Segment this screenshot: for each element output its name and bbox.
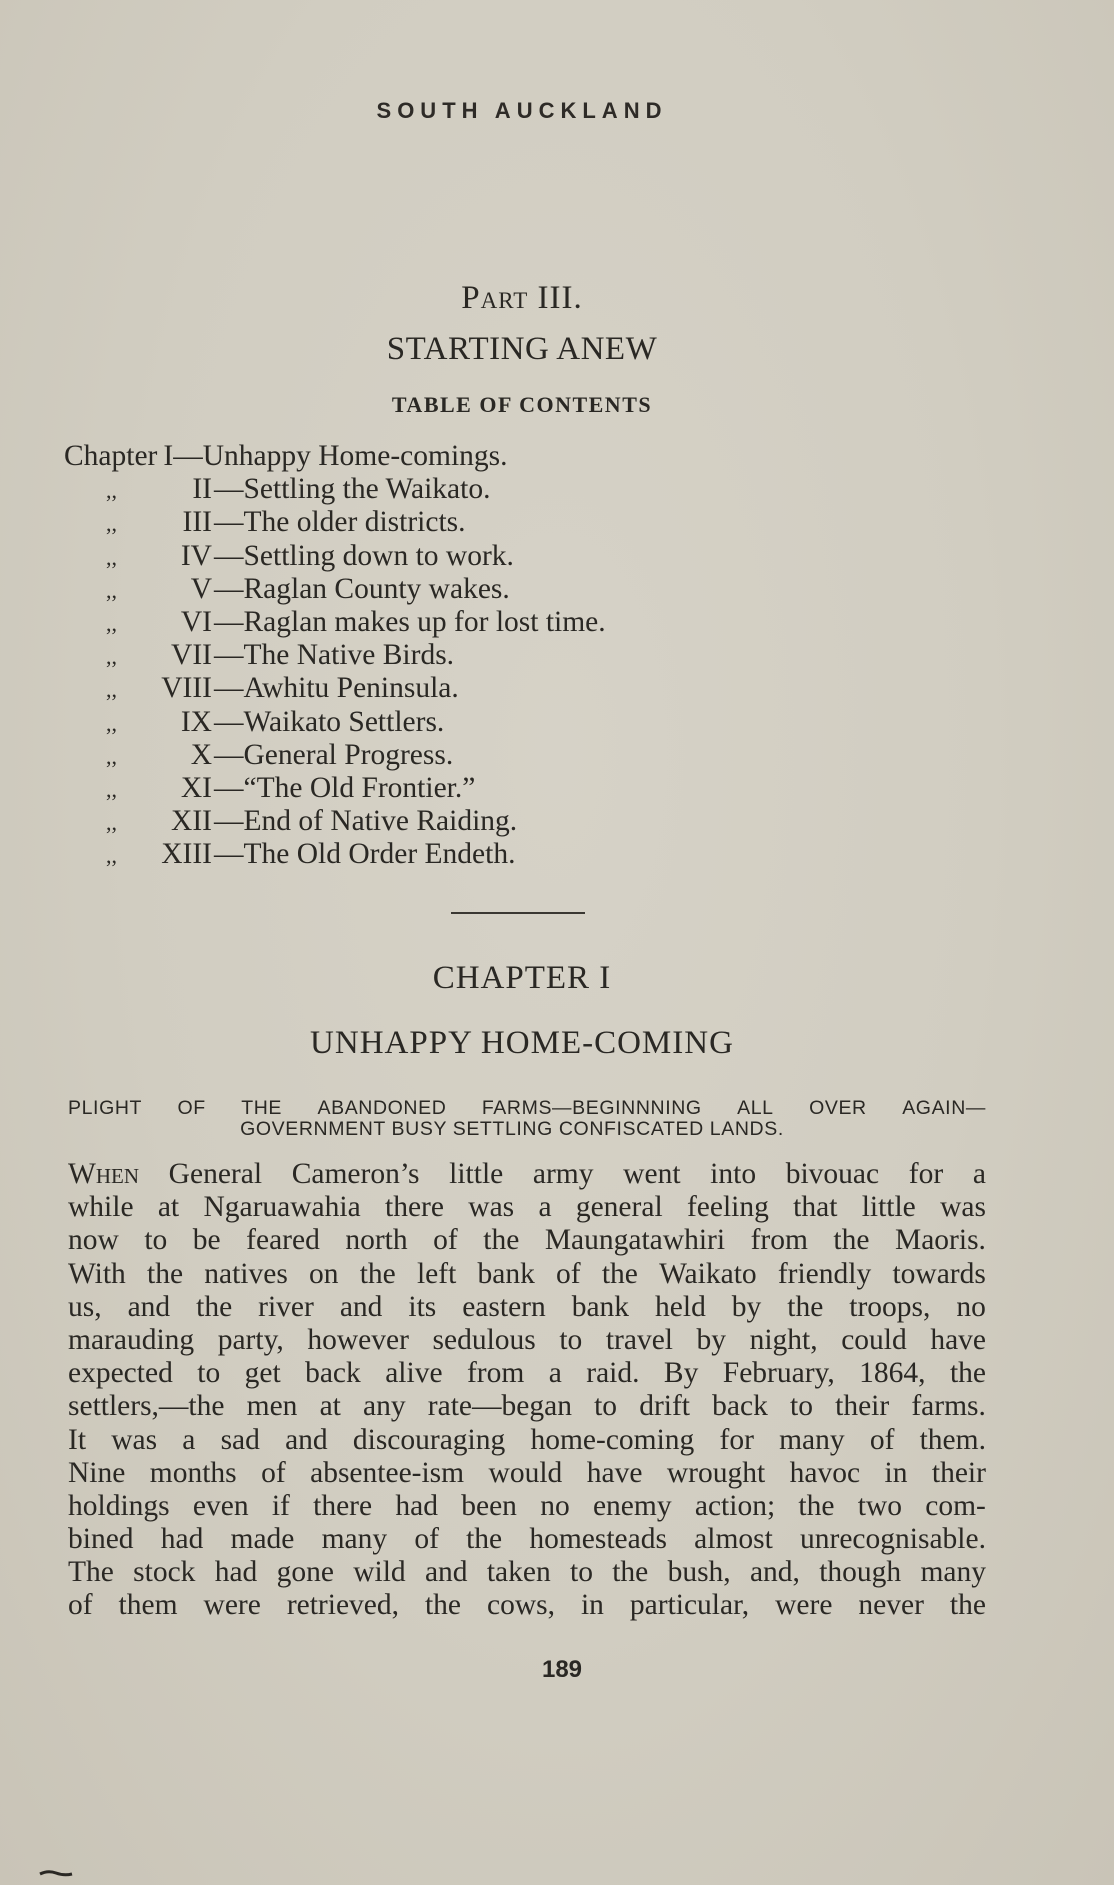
toc-entry bbox=[64, 440, 764, 473]
body-line: marauding party, however sedulous to travel by night, could have bbox=[68, 1323, 986, 1356]
synopsis-word: THE bbox=[241, 1097, 283, 1119]
toc-chapter-number: V bbox=[190, 572, 212, 605]
opening-word: When bbox=[68, 1158, 140, 1190]
body-line: It was a sad and discouraging home-coming for many of them. bbox=[68, 1423, 986, 1456]
toc-chapter-title: —Raglan County wakes. bbox=[214, 572, 510, 605]
synopsis-line-1 bbox=[68, 1098, 986, 1119]
toc-entry bbox=[64, 805, 764, 838]
toc-heading: TABLE OF CONTENTS bbox=[391, 392, 653, 417]
body-text bbox=[68, 1158, 986, 1623]
section-divider bbox=[451, 912, 585, 914]
toc-entry bbox=[64, 739, 764, 772]
synopsis-word: ABANDONED bbox=[317, 1097, 447, 1119]
toc-chapter-title: —Waikato Settlers. bbox=[214, 705, 445, 738]
body-line: Nine months of absentee-ism would have wrought havoc in their bbox=[68, 1456, 986, 1489]
toc-ditto-mark: ,, bbox=[106, 478, 117, 504]
body-line: while at Ngaruawahia there was a general feeling that little was bbox=[68, 1191, 986, 1224]
part-title: STARTING ANEW bbox=[386, 331, 658, 367]
body-line: us, and the river and its eastern bank held by the troops, no bbox=[68, 1290, 986, 1323]
synopsis-word: ALL bbox=[737, 1097, 774, 1119]
toc-ditto-mark: ,, bbox=[106, 743, 117, 769]
toc-ditto-mark: ,, bbox=[106, 610, 117, 636]
part-label-text: Part III. bbox=[461, 280, 583, 316]
body-line: holdings even if there had been no enemy action; the two com- bbox=[68, 1489, 986, 1522]
toc-chapter-number: XI bbox=[180, 771, 212, 804]
chapter-synopsis bbox=[68, 1098, 986, 1140]
toc-entry bbox=[64, 540, 764, 573]
toc-chapter-title: —Settling down to work. bbox=[214, 539, 514, 572]
toc-chapter-number: VIII bbox=[161, 672, 212, 705]
toc-ditto-mark: ,, bbox=[106, 710, 117, 736]
body-line: settlers,—the men at any rate—began to drift back to their farms. bbox=[68, 1390, 986, 1423]
synopsis-word: PLIGHT bbox=[68, 1097, 143, 1119]
synopsis-word: AGAIN— bbox=[902, 1097, 986, 1119]
synopsis-word: OVER bbox=[809, 1097, 867, 1119]
toc-ditto-mark: ,, bbox=[106, 843, 117, 869]
toc-chapter-title: —The Native Birds. bbox=[214, 639, 455, 672]
body-line: bined had made many of the homesteads almost unrecognisable. bbox=[68, 1523, 986, 1556]
paper-speck bbox=[38, 1868, 78, 1878]
toc-chapter-number: X bbox=[190, 738, 212, 771]
toc-chapter-number: I bbox=[163, 440, 174, 472]
toc-chapter-title: —The Old Order Endeth. bbox=[214, 838, 516, 871]
toc-chapter-title: —“The Old Frontier.” bbox=[214, 771, 476, 804]
toc-entry bbox=[64, 506, 764, 539]
body-line: When General Cameron’s little army went into bivouac for a bbox=[68, 1158, 986, 1190]
toc-entry bbox=[64, 573, 764, 606]
toc-chapter-number: III bbox=[182, 506, 212, 539]
toc-chapter-title: —End of Native Raiding. bbox=[214, 805, 518, 838]
running-head: SOUTH AUCKLAND bbox=[376, 98, 668, 123]
toc-chapter-number: II bbox=[192, 473, 212, 506]
body-line: With the natives on the left bank of the Waikato friendly towards bbox=[68, 1257, 986, 1290]
table-of-contents bbox=[64, 440, 764, 871]
toc-ditto-mark: ,, bbox=[106, 810, 117, 836]
synopsis-line-2: GOVERNMENT BUSY SETTLING CONFISCATED LANDS. bbox=[240, 1118, 784, 1140]
body-line: The stock had gone wild and taken to the bush, and, though many bbox=[68, 1556, 986, 1589]
toc-entry bbox=[64, 473, 764, 506]
toc-entry bbox=[64, 639, 764, 672]
toc-entry bbox=[64, 706, 764, 739]
toc-entry bbox=[64, 772, 764, 805]
toc-chapter-title: —Raglan makes up for lost time. bbox=[214, 605, 606, 638]
page-number: 189 bbox=[541, 1656, 583, 1683]
chapter-title: UNHAPPY HOME-COMING bbox=[310, 1025, 734, 1061]
toc-ditto-mark: ,, bbox=[106, 511, 117, 537]
body-line: expected to get back alive from a raid. By February, 1864, the bbox=[68, 1357, 986, 1390]
toc-ditto-mark: ,, bbox=[106, 677, 117, 703]
body-line: of them were retrieved, the cows, in particular, were never the bbox=[68, 1589, 986, 1622]
toc-chapter-number: IV bbox=[180, 539, 212, 572]
chapter-heading: CHAPTER I bbox=[432, 960, 612, 996]
toc-entry bbox=[64, 606, 764, 639]
toc-entry bbox=[64, 672, 764, 705]
toc-chapter-number: IX bbox=[180, 705, 212, 738]
toc-chapter-number: XIII bbox=[161, 838, 212, 871]
toc-chapter-title: —General Progress. bbox=[214, 738, 454, 771]
synopsis-word: FARMS—BEGINNNING bbox=[481, 1097, 702, 1119]
toc-entry bbox=[64, 838, 764, 871]
toc-chapter-title: —Settling the Waikato. bbox=[214, 473, 491, 506]
toc-ditto-mark: ,, bbox=[106, 644, 117, 670]
toc-chapter-number: XII bbox=[171, 805, 212, 838]
toc-chapter-number: VI bbox=[180, 605, 212, 638]
toc-chapter-number: VII bbox=[171, 639, 212, 672]
toc-chapter-title: —Unhappy Home-comings. bbox=[173, 440, 508, 472]
toc-ditto-mark: ,, bbox=[106, 544, 117, 570]
toc-chapter-word: Chapter bbox=[64, 440, 158, 472]
synopsis-word: OF bbox=[177, 1097, 206, 1119]
part-label bbox=[0, 280, 1044, 317]
toc-chapter-title: —Awhitu Peninsula. bbox=[214, 672, 459, 705]
toc-ditto-mark: ,, bbox=[106, 577, 117, 603]
body-line: now to be feared north of the Maungatawhiri from the Maoris. bbox=[68, 1224, 986, 1257]
toc-ditto-mark: ,, bbox=[106, 776, 117, 802]
toc-chapter-title: —The older districts. bbox=[214, 506, 466, 539]
